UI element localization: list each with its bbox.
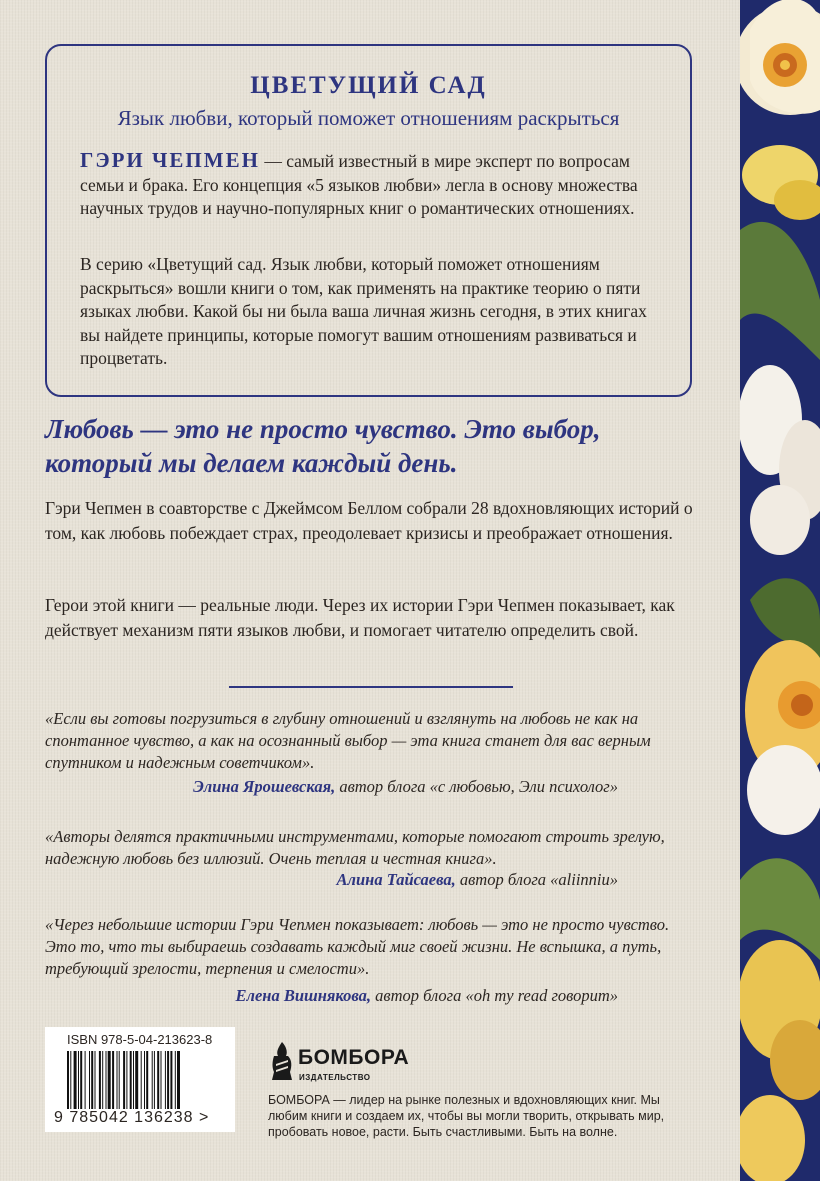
barcode-number: 9 785042 136238 >: [54, 1109, 210, 1126]
review-attribution-2: [337, 870, 618, 890]
reviewer-role-1: автор блога «с любовью, Эли психолог»: [335, 777, 618, 796]
barcode: [45, 1027, 235, 1132]
description-paragraph-2: Герои этой книги — реальные люди. Через их истории Гэри Чепмен показывает, как действует механизм пяти языков любви, и помогает читателю определить свой.: [45, 595, 675, 640]
reviewer-role-3: автор блога «oh my read говорит»: [371, 986, 618, 1005]
review-quote-3: «Через небольшие истории Гэри Чепмен показывает: любовь — это не просто чувство. Это то, что ты выбираешь создавать каждый миг своей жизни. Не вспышка, а путь, требующий зрелости, терпения и смелости».: [45, 915, 670, 978]
description-paragraph-1: Гэри Чепмен в соавторстве с Джеймсом Беллом собрали 28 вдохновляющих историй о том, как любовь побеждает страх, преодолевает кризисы и преображает отношения.: [45, 498, 693, 543]
series-info-box: [45, 44, 692, 397]
tagline-line-1: Любовь — это не просто чувство. Это выбор,: [45, 414, 601, 444]
review-quote-2: «Авторы делятся практичными инструментами, которые помогают строить зрелую, надежную любовь без иллюзий. Очень теплая и честная книга».: [45, 827, 665, 868]
tagline-line-2: который мы делаем каждый день.: [45, 448, 458, 478]
bombora-logo-icon: [268, 1040, 296, 1082]
series-title: ЦВЕТУЩИЙ САД: [250, 72, 487, 99]
reviewer-name-2: Алина Тайсаева,: [336, 870, 456, 889]
author-bio-text: — самый известный в мире эксперт по вопросам семьи и брака. Его концепция «5 языков любви» легла в основу множества научных трудов и научно-популярных книг о романтических отношениях.: [80, 151, 638, 218]
review-attribution-1: [193, 777, 618, 797]
publisher-logo-name: БОМБОРА: [298, 1046, 410, 1069]
series-subtitle: Язык любви, который поможет отношениям раскрыться: [117, 106, 620, 130]
review-quote-1: «Если вы готовы погрузиться в глубину отношений и взглянуть на любовь не как на спонтанное чувство, а как на осознанный выбор — эта книга станет для вас верным спутником и надежным советчиком».: [45, 709, 651, 772]
series-description: В серию «Цветущий сад. Язык любви, который поможет отношениям раскрыться» вошли книги о том, как применять на практике теорию о пяти языках любви. Какой бы ни была ваша личная жизнь сегодня, в этих книгах вы найдете принципы, которые помогут вашим отношениям развиваться и процветать.: [80, 254, 647, 368]
barcode-bars: [67, 1051, 217, 1109]
isbn-text: ISBN 978-5-04-213623-8: [67, 1032, 213, 1047]
author-bio: [80, 149, 665, 221]
review-attribution-3: [235, 986, 618, 1006]
reviewer-role-2: автор блога «aliinniu»: [455, 870, 618, 889]
tagline: [45, 412, 705, 480]
reviewer-name-3: Елена Вишнякова,: [235, 986, 372, 1005]
reviewer-name-1: Элина Ярошевская,: [193, 777, 336, 796]
publisher-logo-sub: ИЗДАТЕЛЬСТВО: [299, 1073, 371, 1082]
divider: [229, 686, 513, 688]
author-name: ГЭРИ ЧЕПМЕН: [80, 148, 260, 172]
floral-strip: [740, 0, 820, 1181]
publisher-description: БОМБОРА — лидер на рынке полезных и вдохновляющих книг. Мы любим книги и создаем их, чтобы вы могли творить, открывать мир, пробовать новое, расти. Быть счастливыми. Быть на волне.: [268, 1093, 665, 1139]
flower-illustration: [740, 0, 820, 1181]
